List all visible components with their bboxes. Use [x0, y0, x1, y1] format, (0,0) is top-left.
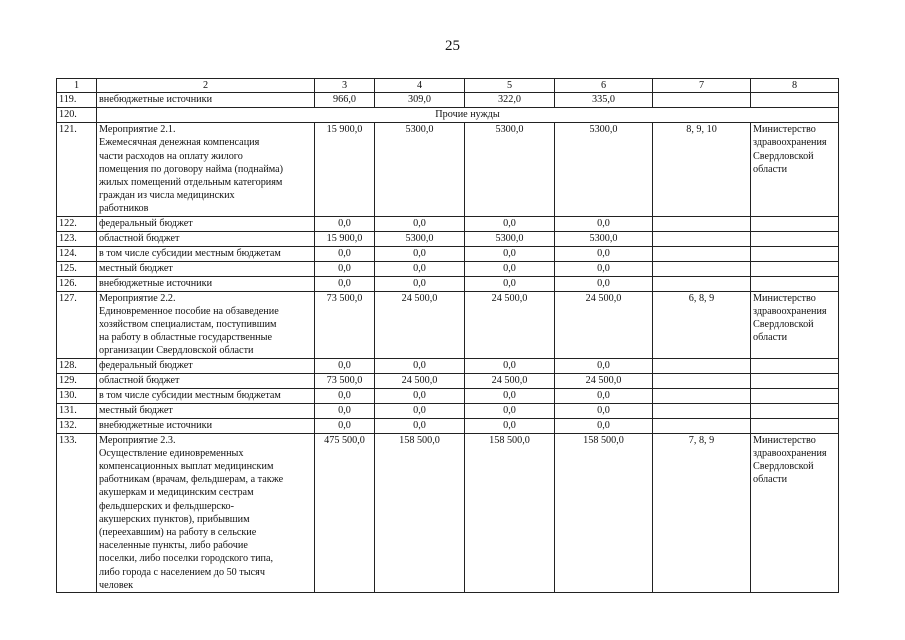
responsible-executor	[751, 216, 839, 231]
header-col-7: 7	[653, 79, 751, 93]
target-indicators: 7, 8, 9	[653, 433, 751, 592]
value-col-6: 0,0	[555, 276, 653, 291]
value-col-4: 0,0	[375, 261, 465, 276]
responsible-executor	[751, 358, 839, 373]
value-col-3: 0,0	[315, 276, 375, 291]
responsible-executor: Министерство здравоохранения Свердловской области	[751, 433, 839, 592]
value-col-5: 5300,0	[465, 231, 555, 246]
value-col-5: 0,0	[465, 261, 555, 276]
value-col-6: 0,0	[555, 261, 653, 276]
value-col-5: 5300,0	[465, 123, 555, 216]
header-col-8: 8	[751, 79, 839, 93]
target-indicators	[653, 388, 751, 403]
row-name: федеральный бюджет	[97, 216, 315, 231]
value-col-6: 0,0	[555, 388, 653, 403]
value-col-3: 475 500,0	[315, 433, 375, 592]
value-col-6: 0,0	[555, 403, 653, 418]
value-col-5: 0,0	[465, 216, 555, 231]
row-name: Мероприятие 2.1. Ежемесячная денежная компенсация части расходов на оплату жилого помещения по договору найма (поднайма) жилых помещений отдельным категориям граждан из числа медицинских работников	[97, 123, 315, 216]
value-col-3: 15 900,0	[315, 123, 375, 216]
value-col-5: 24 500,0	[465, 291, 555, 358]
target-indicators	[653, 216, 751, 231]
value-col-4: 0,0	[375, 216, 465, 231]
table-row	[57, 93, 839, 108]
responsible-executor: Министерство здравоохранения Свердловской области	[751, 291, 839, 358]
page-number: 25	[445, 38, 460, 54]
row-name: Мероприятие 2.2. Единовременное пособие на обзаведение хозяйством специалистам, поступившим на работу в областные государственные организации Свердловской области	[97, 291, 315, 358]
value-col-5: 0,0	[465, 246, 555, 261]
table-row	[57, 261, 839, 276]
table-row	[57, 358, 839, 373]
responsible-executor	[751, 403, 839, 418]
header-col-6: 6	[555, 79, 653, 93]
value-col-4: 0,0	[375, 418, 465, 433]
value-col-5: 322,0	[465, 93, 555, 108]
value-col-4: 158 500,0	[375, 433, 465, 592]
target-indicators	[653, 261, 751, 276]
target-indicators	[653, 276, 751, 291]
responsible-executor	[751, 261, 839, 276]
header-col-4: 4	[375, 79, 465, 93]
row-name: местный бюджет	[97, 403, 315, 418]
row-number: 131.	[57, 403, 97, 418]
row-name: в том числе субсидии местным бюджетам	[97, 246, 315, 261]
row-number: 123.	[57, 231, 97, 246]
table-row	[57, 388, 839, 403]
row-number: 132.	[57, 418, 97, 433]
value-col-4: 5300,0	[375, 123, 465, 216]
row-number: 127.	[57, 291, 97, 358]
value-col-6: 158 500,0	[555, 433, 653, 592]
target-indicators: 6, 8, 9	[653, 291, 751, 358]
row-number: 125.	[57, 261, 97, 276]
table-row	[57, 433, 839, 592]
header-row	[57, 79, 839, 93]
responsible-executor	[751, 373, 839, 388]
value-col-4: 24 500,0	[375, 291, 465, 358]
row-name: областной бюджет	[97, 231, 315, 246]
table-row	[57, 418, 839, 433]
row-number: 120.	[57, 108, 97, 123]
responsible-executor	[751, 276, 839, 291]
table-row	[57, 373, 839, 388]
value-col-5: 0,0	[465, 388, 555, 403]
value-col-3: 0,0	[315, 261, 375, 276]
value-col-5: 0,0	[465, 418, 555, 433]
value-col-3: 73 500,0	[315, 291, 375, 358]
value-col-6: 5300,0	[555, 231, 653, 246]
target-indicators	[653, 403, 751, 418]
value-col-3: 0,0	[315, 358, 375, 373]
value-col-4: 24 500,0	[375, 373, 465, 388]
row-name: внебюджетные источники	[97, 418, 315, 433]
target-indicators	[653, 246, 751, 261]
value-col-3: 15 900,0	[315, 231, 375, 246]
value-col-6: 24 500,0	[555, 373, 653, 388]
row-name: внебюджетные источники	[97, 276, 315, 291]
row-number: 129.	[57, 373, 97, 388]
row-name: федеральный бюджет	[97, 358, 315, 373]
row-name: местный бюджет	[97, 261, 315, 276]
value-col-4: 0,0	[375, 358, 465, 373]
row-name: Мероприятие 2.3. Осуществление единовременных компенсационных выплат медицинским работникам (врачам, фельдшерам, а также акушеркам и медицинским сестрам фельдшерских и фельдшерско- акушерских пунктов), прибывшим (переехавшим) на работу в сельские населенные пункты, либо рабочие поселки, либо поселки городского типа, либо города с населением до 50 тысяч человек	[97, 433, 315, 592]
responsible-executor	[751, 246, 839, 261]
value-col-5: 24 500,0	[465, 373, 555, 388]
header-col-3: 3	[315, 79, 375, 93]
value-col-6: 5300,0	[555, 123, 653, 216]
target-indicators	[653, 418, 751, 433]
header-col-1: 1	[57, 79, 97, 93]
value-col-5: 0,0	[465, 276, 555, 291]
value-col-6: 0,0	[555, 216, 653, 231]
value-col-4: 0,0	[375, 276, 465, 291]
row-number: 119.	[57, 93, 97, 108]
target-indicators	[653, 373, 751, 388]
row-name: областной бюджет	[97, 373, 315, 388]
value-col-4: 0,0	[375, 403, 465, 418]
table-row	[57, 276, 839, 291]
value-col-5: 0,0	[465, 403, 555, 418]
table-body	[57, 93, 839, 593]
table-row	[57, 216, 839, 231]
table-row	[57, 123, 839, 216]
target-indicators: 8, 9, 10	[653, 123, 751, 216]
row-number: 128.	[57, 358, 97, 373]
table-row	[57, 246, 839, 261]
value-col-4: 309,0	[375, 93, 465, 108]
table-row	[57, 108, 839, 123]
header-col-2: 2	[97, 79, 315, 93]
responsible-executor	[751, 418, 839, 433]
value-col-3: 0,0	[315, 216, 375, 231]
row-number: 130.	[57, 388, 97, 403]
table-row	[57, 231, 839, 246]
value-col-6: 0,0	[555, 418, 653, 433]
target-indicators	[653, 93, 751, 108]
responsible-executor: Министерство здравоохранения Свердловской области	[751, 123, 839, 216]
target-indicators	[653, 231, 751, 246]
value-col-6: 24 500,0	[555, 291, 653, 358]
value-col-6: 335,0	[555, 93, 653, 108]
value-col-3: 73 500,0	[315, 373, 375, 388]
row-number: 126.	[57, 276, 97, 291]
table-row	[57, 291, 839, 358]
section-title: Прочие нужды	[97, 108, 839, 123]
value-col-6: 0,0	[555, 246, 653, 261]
responsible-executor	[751, 388, 839, 403]
row-name: в том числе субсидии местным бюджетам	[97, 388, 315, 403]
responsible-executor	[751, 231, 839, 246]
value-col-6: 0,0	[555, 358, 653, 373]
value-col-5: 158 500,0	[465, 433, 555, 592]
table-row	[57, 403, 839, 418]
header-col-5: 5	[465, 79, 555, 93]
row-number: 133.	[57, 433, 97, 592]
value-col-3: 0,0	[315, 403, 375, 418]
target-indicators	[653, 358, 751, 373]
value-col-3: 0,0	[315, 388, 375, 403]
row-name: внебюджетные источники	[97, 93, 315, 108]
responsible-executor	[751, 93, 839, 108]
row-number: 121.	[57, 123, 97, 216]
value-col-3: 966,0	[315, 93, 375, 108]
row-number: 122.	[57, 216, 97, 231]
row-number: 124.	[57, 246, 97, 261]
value-col-4: 0,0	[375, 388, 465, 403]
program-table	[56, 78, 839, 593]
value-col-4: 5300,0	[375, 231, 465, 246]
value-col-5: 0,0	[465, 358, 555, 373]
value-col-3: 0,0	[315, 418, 375, 433]
value-col-3: 0,0	[315, 246, 375, 261]
value-col-4: 0,0	[375, 246, 465, 261]
